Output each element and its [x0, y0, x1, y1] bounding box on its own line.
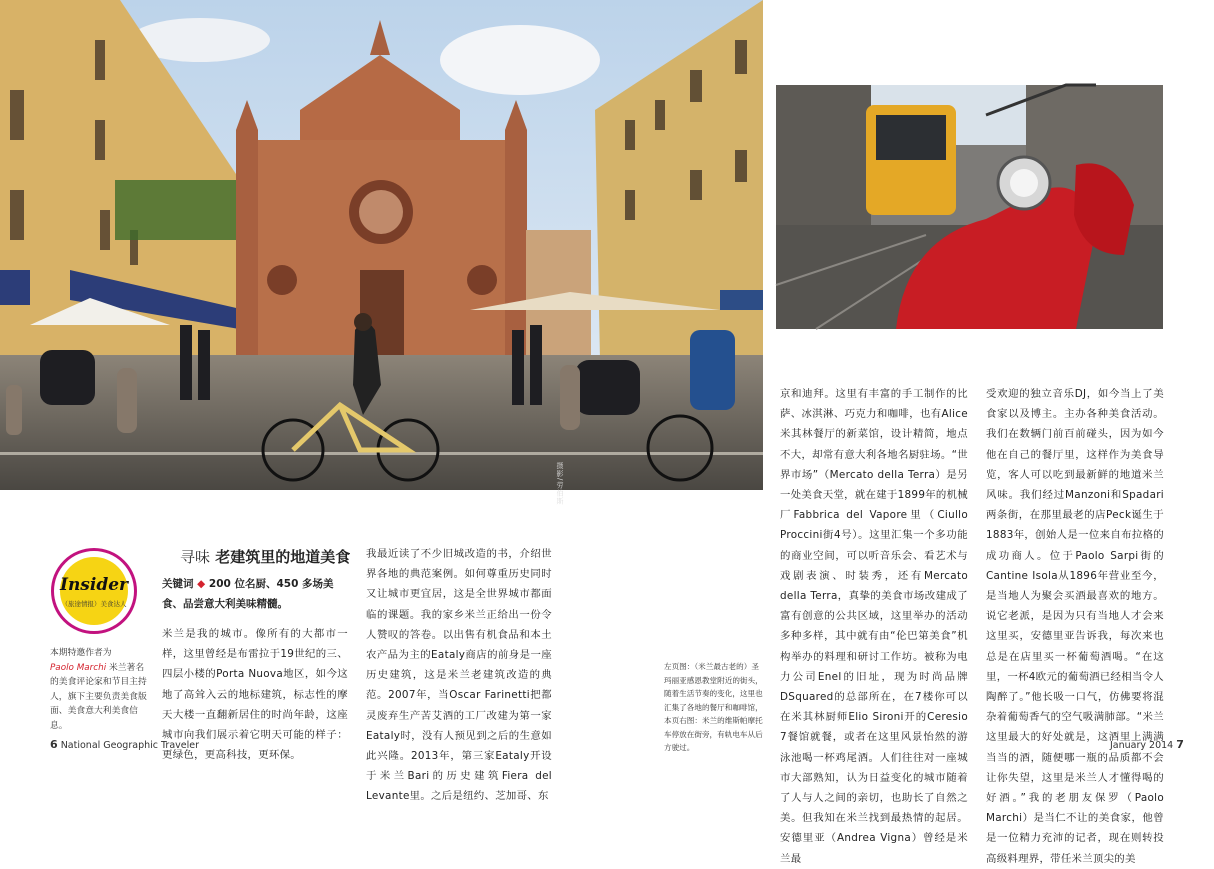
article-column-3 [780, 384, 969, 865]
heading-main: 老建筑里的地道美食 [215, 548, 351, 566]
article-heading [180, 546, 350, 567]
magazine-name: National Geographic Traveler [60, 740, 199, 751]
column-1-text: 米兰是我的城市。像所有的大都市一样，这里曾经是布雷拉于19世纪的三、四层小楼的Porta Nuova地区，如今这地了高耸入云的地标建筑，标志性的摩天大楼一直翻新居住的时尚年龄，这座城市向我们展示着它明天可能的样子：更绿色，更高科技，更环保。 [162, 628, 348, 762]
insider-subtitle: （旅途情报）美食达人 [61, 600, 127, 608]
author-caption-intro: 本期特邀作者为 [50, 648, 112, 658]
photo-caption: 左页图：（米兰最古老的）圣玛丽亚感恩教堂附近的街头，随着生活节奏的变化，这里也汇集了各地的餐厅和咖啡馆，本页右图：米兰的维斯帕摩托车停放在街旁，有轨电车从后方驶过。 [664, 662, 763, 752]
diamond-icon: ◆ [197, 578, 206, 590]
author-caption [50, 646, 150, 733]
issue-date: January 2014 [1110, 740, 1174, 751]
page-number-right: 7 [1176, 738, 1184, 751]
keywords-text: 200 位名厨、450 多场美食、品尝意大利美味精髓。 [162, 578, 334, 610]
column-2-text: 我最近读了不少旧城改造的书，介绍世界各地的典范案例。如何尊重历史同时又让城市更宜居，这是全世界城市都面临的课题。我的家乡米兰正给出一份令人赞叹的答卷。以出售有机食品和本土农产品为主的Eataly商店的前身是一座历史建筑，这是米兰老建筑改造的典范。2007年，当Oscar Farinetti把都灵废弃生产苦艾酒的工厂改建为第一家Eataly时，没有人预见到之后的生意如此兴隆。2013年，第三家Eataly开设于米兰Bari的历史建筑Fiera del Levante里。之后是纽约、芝加哥、东 [366, 548, 552, 803]
insider-title: Insider [60, 575, 128, 595]
folio-left [50, 738, 199, 751]
main-photo [0, 0, 763, 490]
article-column-2 [366, 544, 552, 803]
inset-photo [776, 85, 1163, 329]
insider-badge [51, 548, 137, 634]
heading-lead: 寻味 [180, 548, 211, 566]
column-4-text: 受欢迎的独立音乐DJ，如今当上了美食家以及博主。主办各种美食活动。我们在数辆门前百前碰头，因为如今他在自己的餐厅里，这样作为美食导览，客人可以吃到最新鲜的地道米兰风味。我们经过Manzoni和Spadari两条街，在那里最老的店Peck诞生于1883年，创始人是一位来自布拉格的成功商人。位于Paolo Sarpi街的Cantine Isola从1896年营业至今，是当地人为聚会买酒最喜欢的地方。说它老派，是因为只有当地人才会来这里买，安德里亚告诉我，每次来也总是在店里买一杯葡萄酒喝。“在这里，一杯4欧元的葡萄酒已经相当令人陶醉了。”他长吸一口气，仿佛要将混杂着葡萄香气的空气吸满肺部。“米兰这里最大的好处就是，这酒里上满满当当的酒，随便哪一瓶的品质都不会让你失望，这里是米兰人才懂得喝的好酒。”我的老朋友保罗（Paolo Marchi）是当仁不让的美食家，他曾是一位精力充沛的记者，现在则转投高级料理界，带任米兰顶尖的美 [986, 388, 1164, 865]
keywords-block [162, 574, 348, 614]
author-name: Paolo Marchi [50, 662, 107, 673]
folio-right [1110, 738, 1184, 751]
keywords-label: 关键词 [162, 578, 194, 590]
column-3-text: 京和迪拜。这里有丰富的手工制作的比萨、冰淇淋、巧克力和咖啡，也有Alice米其林餐厅的新菜馆，设计精简，地点不大，却常有意大利各地名厨驻场。“世界市场”（Mercato della Terra）是另一处美食天堂，就在建于1899年的机械厂Fabbrica del Vapore里（Ciullo Proccini街4号）。这里汇集一个多功能的商业空间，可以听音乐会、看艺术与戏剧表演、时装秀，还有Mercato della Terra，真挚的美食市场改建成了富有创意的公共区域，这里举办的活动多种多样，其中就有由“伦巴第美食”机构举办的料理和研讨工作坊。被称为电力公司Enel的旧址，现为时尚品牌DSquared的总部所在，在7楼你可以在米其林厨师Elio Sironi开的Ceresio 7餐馆就餐，或者在这里风景怡然的游泳池喝一杯鸡尾酒。人们往往对一座城市大部熟知，认为日益变化的城市随着了人与人之间的亲切，也助长了自然之美。但我知在米兰找到最热情的起居。安德里亚（Andrea Vigna）曾经是米兰最 [780, 388, 969, 865]
photo-credit: 摄影/劳伯斯 [556, 462, 564, 506]
article-column-1 [162, 624, 348, 762]
author-caption-text: 米兰著名的美食评论家和节目主持人，旗下主要负责美食版面、美食意大利美食信息。 [50, 662, 147, 731]
page-number-left: 6 [50, 738, 58, 751]
